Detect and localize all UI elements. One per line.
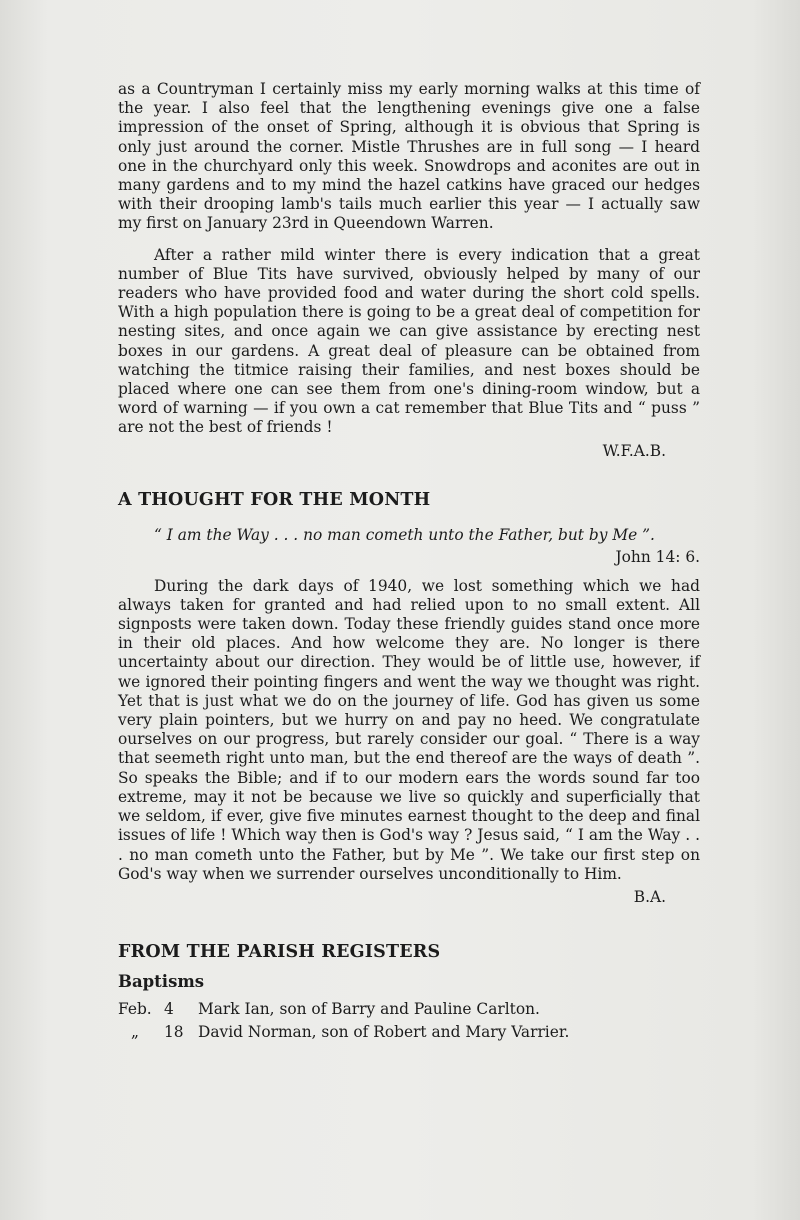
text-column: [118, 80, 700, 1043]
register-entry: [118, 1022, 700, 1043]
register-entry: [118, 999, 700, 1020]
countryman-paragraph-1: as a Countryman I certainly miss my early morning walks at this time of the year. I also feel that the lengthening evenings give one a false impression of the onset of Spring, although it is obvious that Spring is only just around the corner. Mistle Thrushes are in full song — I heard one in the churchyard only this week. Snowdrops and aconites are out in many gardens and to my mind the hazel catkins have graced our hedges with their drooping lamb's tails much earlier this year — I actually saw my first on January 23rd in Queendown Warren.: [118, 80, 700, 233]
countryman-paragraph-2: After a rather mild winter there is every indication that a great number of Blue Tits have survived, obviously helped by many of our readers who have provided food and water during the short cold spells. With a high population there is going to be a great deal of competition for nesting sites, and once again we can give assistance by erecting nest boxes in our gardens. A great deal of pleasure can be obtained from watching the titmice raising their families, and nest boxes should be placed where one can see them from one's dining-room window, but a word of warning — if you own a cat remember that Blue Tits and “ puss ” are not the best of friends !: [118, 245, 700, 437]
thought-heading: A THOUGHT FOR THE MONTH: [118, 489, 431, 510]
baptisms-subheading: Baptisms: [118, 971, 205, 991]
entry-month: „: [131, 1022, 139, 1041]
countryman-signature: W.F.A.B.: [602, 441, 666, 460]
entry-text: David Norman, son of Robert and Mary Varrier.: [198, 1022, 570, 1041]
entry-month: Feb.: [118, 999, 152, 1018]
entry-text: Mark Ian, son of Barry and Pauline Carlton.: [198, 999, 540, 1018]
entry-day: 4: [164, 999, 174, 1018]
thought-reference: John 14: 6.: [615, 547, 700, 566]
thought-quote: “ I am the Way . . . no man cometh unto the Father, but by Me ”.: [154, 525, 655, 544]
thought-signature: B.A.: [633, 887, 666, 906]
thought-body: During the dark days of 1940, we lost something which we had always taken for granted and had relied upon to no small extent. All signposts were taken down. Today these friendly guides stand once more in their old places. And how welcome they are. No longer is there uncertainty about our direction. They would be of little use, however, if we ignored their pointing fingers and went the way we thought was right. Yet that is just what we do on the journey of life. God has given us some very plain pointers, but we hurry on and pay no heed. We congratulate ourselves on our progress, but rarely consider our goal. “ There is a way that seemeth right unto man, but the end thereof are the ways of death ”. So speaks the Bible; and if to our modern ears the words sound far too extreme, may it not be because we live so quickly and superficially that we seldom, if ever, give five minutes earnest thought to the deep and final issues of life ! Which way then is God's way ? Jesus said, “ I am the Way . . . no man cometh unto the Father, but by Me ”. We take our first step on God's way when we surrender ourselves unconditionally to Him.: [118, 576, 700, 883]
entry-day: 18: [164, 1022, 184, 1041]
registers-heading: FROM THE PARISH REGISTERS: [118, 941, 441, 962]
